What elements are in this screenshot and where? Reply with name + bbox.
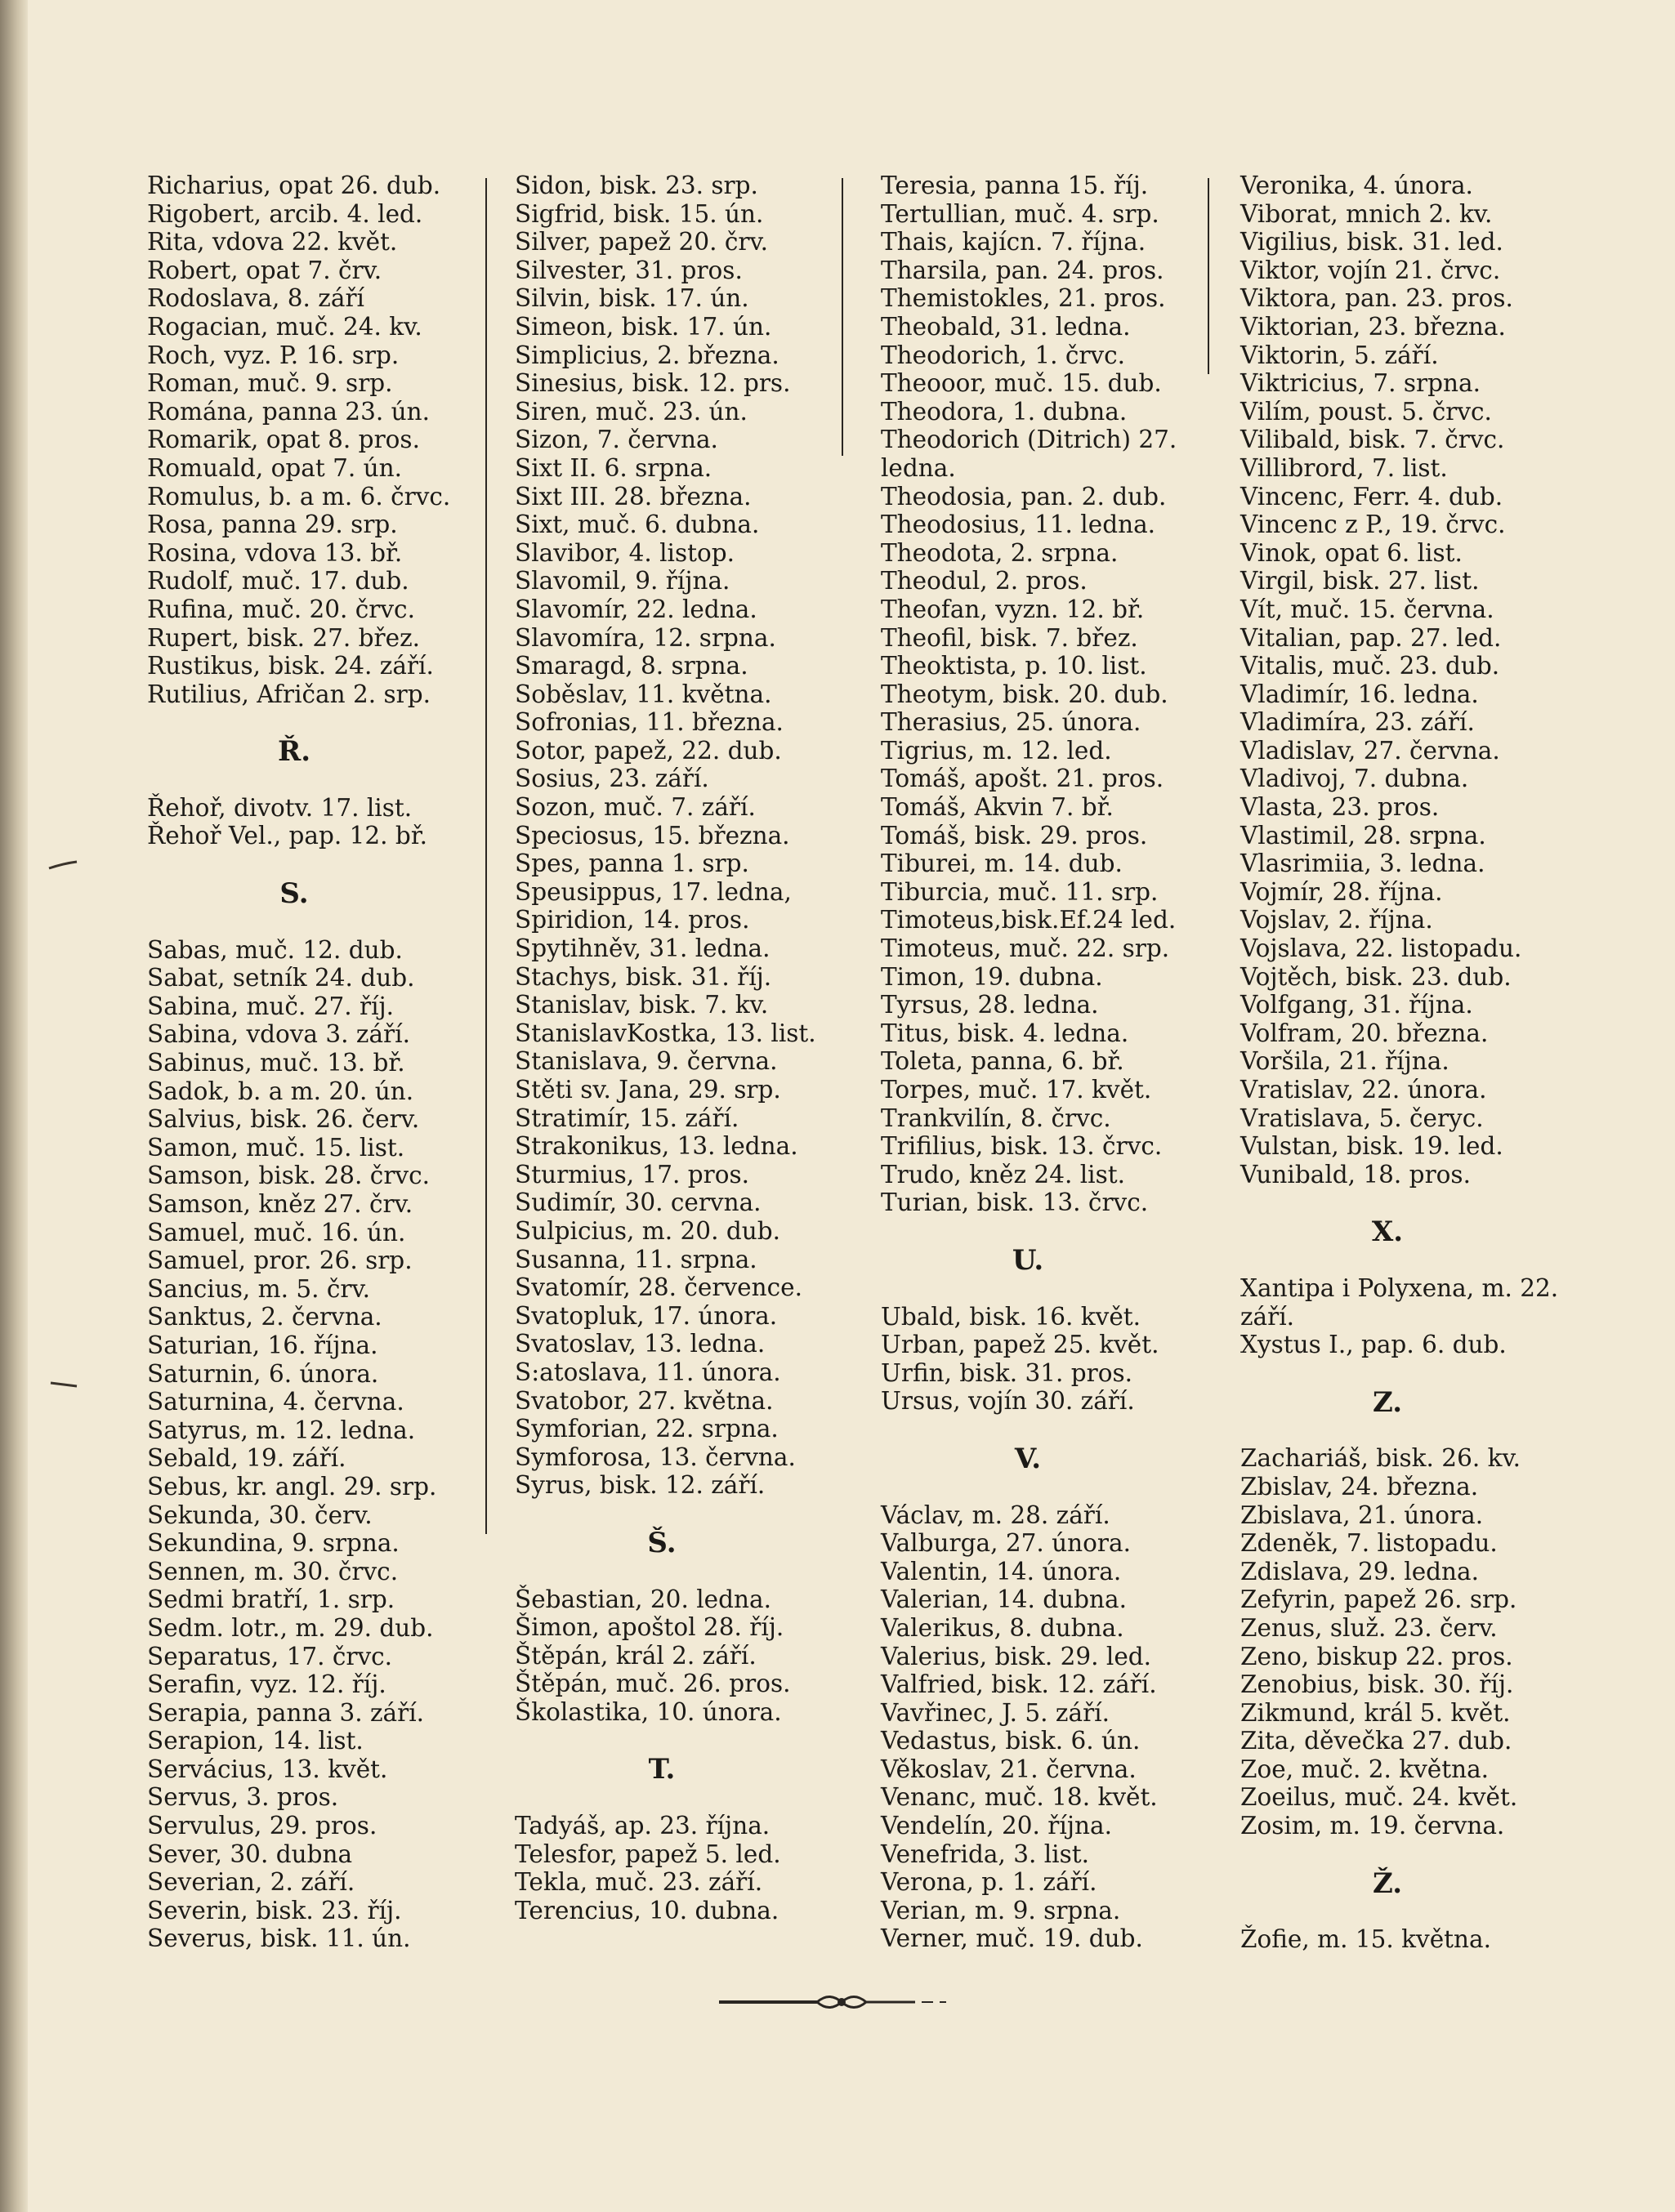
name-entry: Simplicius, 2. března. xyxy=(515,341,779,369)
name-entry: Severian, 2. září. xyxy=(147,1868,355,1897)
name-entry: Theodorich, 1. črvc. xyxy=(881,341,1126,369)
name-entry: Vilibald, bisk. 7. črvc. xyxy=(1240,426,1505,454)
name-entry: Zdeněk, 7. listopadu. xyxy=(1240,1529,1498,1558)
name-entry: Tomáš, Akvin 7. bř. xyxy=(881,793,1114,822)
name-entry: Tiburei, m. 14. dub. xyxy=(881,850,1123,878)
name-entry: Theotym, bisk. 20. dub. xyxy=(881,680,1168,708)
name-entry: Trifilius, bisk. 13. črvc. xyxy=(881,1132,1163,1161)
name-entry: Sabina, vdova 3. září. xyxy=(147,1020,410,1049)
section-heading: U. xyxy=(1012,1243,1044,1277)
name-entry: Stěti sv. Jana, 29. srp. xyxy=(515,1076,781,1104)
name-entry: Sixt II. 6. srpna. xyxy=(515,453,712,482)
name-entry: Sotor, papež, 22. dub. xyxy=(515,736,782,765)
name-entry: Zbislava, 21. února. xyxy=(1240,1501,1484,1529)
name-entry: Timoteus,bisk.Ef.24 led. xyxy=(881,906,1177,934)
section-heading: S. xyxy=(279,877,309,911)
name-entry: Vinok, opat 6. list. xyxy=(1240,538,1463,567)
name-entry: Tomáš, bisk. 29. pros. xyxy=(881,821,1148,850)
name-entry: Valfried, bisk. 12. září. xyxy=(881,1670,1157,1699)
name-entry: Viktricius, 7. srpna. xyxy=(1240,369,1481,398)
name-entry: Svatopluk, 17. února. xyxy=(515,1301,778,1330)
name-entry: Tyrsus, 28. ledna. xyxy=(881,991,1099,1019)
name-entry: Venefrida, 3. list. xyxy=(881,1840,1089,1868)
name-entry: Řehoř, divotv. 17. list. xyxy=(147,793,413,822)
name-entry: Vilím, poust. 5. črvc. xyxy=(1240,397,1492,426)
name-entry: Servulus, 29. pros. xyxy=(147,1812,377,1840)
name-entry: Sixt III. 28. března. xyxy=(515,482,752,511)
name-entry: Zeno, biskup 22. pros. xyxy=(1240,1642,1513,1670)
name-entry: Severin, bisk. 23. říj. xyxy=(147,1896,402,1924)
name-entry: Theodorich (Ditrich) 27. ledna. xyxy=(881,426,1177,482)
name-entry: Rodoslava, 8. září xyxy=(147,284,364,313)
name-entry: Štěpán, král 2. září. xyxy=(515,1641,757,1670)
name-entry: Vladislav, 27. června. xyxy=(1240,736,1500,765)
section-heading: T. xyxy=(648,1753,676,1786)
name-entry: Theodota, 2. srpna. xyxy=(881,538,1119,567)
name-entry: Stanislava, 9. června. xyxy=(515,1047,778,1076)
name-entry: Valerikus, 8. dubna. xyxy=(881,1613,1124,1642)
name-entry: Saturnin, 6. února. xyxy=(147,1359,379,1388)
name-entry: Roman, muč. 9. srp. xyxy=(147,369,393,398)
name-entry: Theofil, bisk. 7. břez. xyxy=(881,623,1138,652)
name-entry: Xystus I., pap. 6. dub. xyxy=(1240,1331,1507,1359)
name-entry: Vlastimil, 28. srpna. xyxy=(1240,821,1486,850)
name-entry: Separatus, 17. črvc. xyxy=(147,1642,393,1670)
name-entry: Viktorin, 5. září. xyxy=(1240,341,1439,369)
name-entry: Valentin, 14. února. xyxy=(881,1557,1122,1585)
name-entry: Rigobert, arcib. 4. led. xyxy=(147,199,423,228)
name-entry: Sulpicius, m. 20. dub. xyxy=(515,1216,780,1245)
name-entry: Urfin, bisk. 31. pros. xyxy=(881,1358,1133,1387)
name-entry: Zikmund, král 5. květ. xyxy=(1240,1698,1511,1727)
name-entry: Sofronias, 11. března. xyxy=(515,708,784,737)
end-ornament-icon xyxy=(719,1990,964,2014)
name-entry: Virgil, bisk. 27. list. xyxy=(1240,567,1480,595)
name-entry: Sekunda, 30. červ. xyxy=(147,1501,373,1529)
name-entry: Vladivoj, 7. dubna. xyxy=(1240,765,1469,793)
column-2 xyxy=(515,172,858,1924)
name-entry: Theodosius, 11. ledna. xyxy=(881,511,1156,539)
name-entry: Vratislava, 5. čeryc. xyxy=(1240,1104,1484,1132)
name-entry: Verian, m. 9. srpna. xyxy=(881,1896,1121,1924)
name-entry: Zdislava, 29. ledna. xyxy=(1240,1557,1480,1585)
name-entry: Samuel, pror. 26. srp. xyxy=(147,1246,413,1275)
name-entry: Vigilius, bisk. 31. led. xyxy=(1240,228,1503,256)
section-heading: Ž. xyxy=(1372,1866,1403,1900)
name-entry: Speusippus, 17. ledna, xyxy=(515,877,792,906)
name-entry: Samson, kněz 27. črv. xyxy=(147,1190,413,1218)
name-entry: Zosim, m. 19. června. xyxy=(1240,1812,1505,1840)
name-entry: Zenus, služ. 23. červ. xyxy=(1240,1613,1498,1642)
name-entry: Robert, opat 7. črv. xyxy=(147,256,382,284)
name-entry: Romarik, opat 8. pros. xyxy=(147,426,420,454)
name-entry: Tharsila, pan. 24. pros. xyxy=(881,256,1164,284)
name-entry: Vratislav, 22. února. xyxy=(1240,1076,1487,1104)
name-entry: Theobald, 31. ledna. xyxy=(881,312,1131,341)
name-entry: Vedastus, bisk. 6. ún. xyxy=(881,1727,1141,1755)
name-entry: Svatoslav, 13. ledna. xyxy=(515,1330,766,1358)
name-entry: Rosa, panna 29. srp. xyxy=(147,511,398,539)
section-heading: Ř. xyxy=(277,735,311,769)
name-entry: Vlasrimiia, 3. ledna. xyxy=(1240,850,1485,878)
name-entry: Sixt, muč. 6. dubna. xyxy=(515,511,760,539)
name-entry: Romána, panna 23. ún. xyxy=(147,397,430,426)
name-entry: Venanc, muč. 18. květ. xyxy=(881,1783,1158,1812)
name-entry: Servus, 3. pros. xyxy=(147,1783,339,1812)
name-entry: Vladimír, 16. ledna. xyxy=(1240,680,1479,708)
name-entry: Vendelín, 20. října. xyxy=(881,1812,1112,1840)
name-entry: Samuel, muč. 16. ún. xyxy=(147,1218,406,1246)
name-entry: Turian, bisk. 13. črvc. xyxy=(881,1189,1149,1217)
name-entry: Smaragd, 8. srpna. xyxy=(515,652,748,680)
name-entry: Telesfor, papež 5. led. xyxy=(515,1840,781,1868)
name-entry: Sabinus, muč. 13. bř. xyxy=(147,1049,405,1077)
name-entry: Theodosia, pan. 2. dub. xyxy=(881,482,1167,511)
name-entry: Samon, muč. 15. list. xyxy=(147,1133,405,1162)
name-entry: Sekundina, 9. srpna. xyxy=(147,1529,400,1558)
name-entry: Sozon, muč. 7. září. xyxy=(515,793,756,822)
name-entry: Svatomír, 28. července. xyxy=(515,1273,802,1302)
name-entry: Slavomír, 22. ledna. xyxy=(515,595,757,623)
name-entry: Stanislav, bisk. 7. kv. xyxy=(515,991,769,1019)
name-entry: Vojslava, 22. listopadu. xyxy=(1240,934,1522,963)
name-entry: Romuald, opat 7. ún. xyxy=(147,453,402,482)
name-entry: Sabat, setník 24. dub. xyxy=(147,964,415,992)
name-entry: Vojslav, 2. října. xyxy=(1240,906,1433,934)
name-entry: Theofan, vyzn. 12. bř. xyxy=(881,595,1145,623)
name-entry: Sedmi bratří, 1. srp. xyxy=(147,1585,395,1614)
name-entry: Valerius, bisk. 29. led. xyxy=(881,1642,1152,1670)
name-entry: Vladimíra, 23. září. xyxy=(1240,708,1475,737)
name-entry: Volfram, 20. března. xyxy=(1240,1019,1489,1047)
name-entry: Václav, m. 28. září. xyxy=(881,1501,1110,1529)
name-entry: Susanna, 11. srpna. xyxy=(515,1245,757,1273)
name-entry: S:atoslava, 11. února. xyxy=(515,1358,781,1386)
name-entry: Tadyáš, ap. 23. října. xyxy=(515,1812,770,1840)
name-entry: Šebastian, 20. ledna. xyxy=(515,1585,771,1613)
name-entry: Voršila, 21. října. xyxy=(1240,1047,1449,1076)
name-entry: Vít, muč. 15. června. xyxy=(1240,595,1494,623)
name-entry: Serapion, 14. list. xyxy=(147,1727,364,1755)
name-entry: Žofie, m. 15. května. xyxy=(1240,1925,1491,1954)
name-entry: Symforosa, 13. června. xyxy=(515,1443,796,1471)
name-entry: Vavřinec, J. 5. září. xyxy=(881,1698,1110,1727)
name-entry: Trankvilín, 8. črvc. xyxy=(881,1104,1111,1132)
name-entry: Verner, muč. 19. dub. xyxy=(881,1924,1143,1953)
name-entry: Sosius, 23. září. xyxy=(515,765,709,793)
name-entry: Tekla, muč. 23. září. xyxy=(515,1868,763,1897)
name-entry: Rupert, bisk. 27. břez. xyxy=(147,623,421,652)
name-entry: Satyrus, m. 12. ledna. xyxy=(147,1416,416,1444)
column-1 xyxy=(147,172,490,1953)
name-entry: Rutilius, Afričan 2. srp. xyxy=(147,680,431,708)
name-entry: Theoktista, p. 10. list. xyxy=(881,652,1147,680)
name-entry: Sancius, m. 5. črv. xyxy=(147,1274,371,1303)
name-entry: Stachys, bisk. 31. říj. xyxy=(515,962,772,991)
name-entry: Salvius, bisk. 26. červ. xyxy=(147,1105,420,1134)
name-entry: Saturnina, 4. června. xyxy=(147,1388,404,1416)
name-entry: Zbislav, 24. března. xyxy=(1240,1472,1479,1501)
name-entry: Sturmius, 17. pros. xyxy=(515,1160,750,1189)
name-entry: Villibrord, 7. list. xyxy=(1240,453,1448,482)
name-entry: Silvin, bisk. 17. ún. xyxy=(515,284,749,313)
name-entry: Theodul, 2. pros. xyxy=(881,567,1088,595)
name-entry: Thais, kajícn. 7. října. xyxy=(881,228,1146,256)
name-entry: Zefyrin, papež 26. srp. xyxy=(1240,1585,1517,1614)
section-heading: V. xyxy=(1014,1442,1042,1475)
name-entry: Spytihněv, 31. ledna. xyxy=(515,934,770,963)
name-entry: Sigfrid, bisk. 15. ún. xyxy=(515,199,764,228)
name-entry: Vitalian, pap. 27. led. xyxy=(1240,623,1502,652)
name-entry: Sennen, m. 30. črvc. xyxy=(147,1557,399,1585)
name-entry: Urban, papež 25. květ. xyxy=(881,1331,1159,1359)
name-entry: Vitalis, muč. 23. dub. xyxy=(1240,652,1500,680)
name-entry: Štěpán, muč. 26. pros. xyxy=(515,1670,791,1698)
name-entry: Siren, muč. 23. ún. xyxy=(515,397,748,426)
name-entry: Toleta, panna, 6. bř. xyxy=(881,1047,1124,1076)
name-entry: Viktorian, 23. března. xyxy=(1240,312,1506,341)
name-entry: Sever, 30. dubna xyxy=(147,1840,353,1868)
name-entry: Spes, panna 1. srp. xyxy=(515,850,749,878)
section-heading: Z. xyxy=(1372,1385,1403,1419)
name-entry: Rustikus, bisk. 24. září. xyxy=(147,652,434,680)
name-entry: Therasius, 25. února. xyxy=(881,708,1141,737)
name-entry: Sedm. lotr., m. 29. dub. xyxy=(147,1613,434,1642)
name-entry: Zita, děvečka 27. dub. xyxy=(1240,1727,1512,1755)
name-entry: Školastika, 10. února. xyxy=(515,1697,782,1726)
name-entry: Řehoř Vel., pap. 12. bř. xyxy=(147,822,428,850)
name-entry: Rosina, vdova 13. bř. xyxy=(147,538,403,567)
name-entry: Veronika, 4. února. xyxy=(1240,172,1473,199)
name-entry: Timoteus, muč. 22. srp. xyxy=(881,934,1170,963)
name-entry: Vincenc z P., 19. črvc. xyxy=(1240,511,1506,539)
name-entry: Spiridion, 14. pros. xyxy=(515,906,750,934)
name-entry: Strakonikus, 13. ledna. xyxy=(515,1132,798,1161)
name-entry: Slavomíra, 12. srpna. xyxy=(515,623,776,652)
name-entry: Sebus, kr. angl. 29. srp. xyxy=(147,1472,437,1501)
name-entry: Sebald, 19. září. xyxy=(147,1444,346,1473)
name-entry: Sizon, 7. června. xyxy=(515,426,718,454)
name-entry: Sabas, muč. 12. dub. xyxy=(147,935,403,964)
name-entry: Silver, papež 20. črv. xyxy=(515,228,769,256)
name-entry: Terencius, 10. dubna. xyxy=(515,1896,779,1924)
name-entry: Valburga, 27. února. xyxy=(881,1529,1131,1558)
name-entry: Theodora, 1. dubna. xyxy=(881,397,1128,426)
name-entry: Simeon, bisk. 17. ún. xyxy=(515,312,772,341)
name-entry: Sinesius, bisk. 12. prs. xyxy=(515,369,791,398)
name-entry: Tertullian, muč. 4. srp. xyxy=(881,199,1159,228)
name-entry: Viktor, vojín 21. črvc. xyxy=(1240,256,1501,284)
name-entry: Rogacian, muč. 24. kv. xyxy=(147,312,422,341)
name-entry: Trudo, kněz 24. list. xyxy=(881,1160,1125,1189)
name-entry: Ubald, bisk. 16. květ. xyxy=(881,1302,1141,1331)
name-entry: Sudimír, 30. cervna. xyxy=(515,1189,762,1217)
name-entry: Věkoslav, 21. června. xyxy=(881,1755,1137,1783)
name-entry: Volfgang, 31. října. xyxy=(1240,991,1473,1019)
name-entry: Rudolf, muč. 17. dub. xyxy=(147,567,409,595)
name-entry: Theooor, muč. 15. dub. xyxy=(881,369,1162,398)
name-entry: Viborat, mnich 2. kv. xyxy=(1240,199,1493,228)
name-entry: Syrus, bisk. 12. září. xyxy=(515,1471,766,1500)
section-heading: Š. xyxy=(647,1526,677,1559)
name-entry: Slavomil, 9. října. xyxy=(515,567,730,595)
name-entry: Silvester, 31. pros. xyxy=(515,256,743,284)
name-entry: Zoeilus, muč. 24. květ. xyxy=(1240,1783,1518,1812)
name-entry: Zachariáš, bisk. 26. kv. xyxy=(1240,1444,1521,1473)
name-entry: Sidon, bisk. 23. srp. xyxy=(515,172,758,199)
name-entry: Svatobor, 27. května. xyxy=(515,1386,774,1415)
name-entry: Torpes, muč. 17. květ. xyxy=(881,1076,1152,1104)
name-entry: Sadok, b. a m. 20. ún. xyxy=(147,1077,414,1105)
column-3 xyxy=(881,172,1224,1953)
name-entry: Tigrius, m. 12. led. xyxy=(881,736,1112,765)
name-entry: Vojtěch, bisk. 23. dub. xyxy=(1240,962,1512,991)
name-entry: Vlasta, 23. pros. xyxy=(1240,793,1440,822)
name-entry: Valerian, 14. dubna. xyxy=(881,1585,1127,1614)
name-entry: Vunibald, 18. pros. xyxy=(1240,1160,1471,1189)
name-entry: Ursus, vojín 30. září. xyxy=(881,1387,1135,1416)
name-entry: Romulus, b. a m. 6. črvc. xyxy=(147,482,451,511)
name-entry: Viktora, pan. 23. pros. xyxy=(1240,284,1513,313)
name-entry: Sabina, muč. 27. říj. xyxy=(147,992,395,1020)
name-entry: Titus, bisk. 4. ledna. xyxy=(881,1019,1129,1047)
name-entry: Severus, bisk. 11. ún. xyxy=(147,1924,411,1953)
name-entry: Vulstan, bisk. 19. led. xyxy=(1240,1132,1503,1161)
name-entry: Symforian, 22. srpna. xyxy=(515,1415,779,1443)
section-heading: X. xyxy=(1371,1215,1404,1249)
name-entry: Teresia, panna 15. říj. xyxy=(881,172,1149,199)
name-entry: StanislavKostka, 13. list. xyxy=(515,1019,816,1047)
name-entry: Serafin, vyz. 12. říj. xyxy=(147,1670,386,1699)
name-entry: Verona, p. 1. září. xyxy=(881,1868,1097,1897)
name-entry: Soběslav, 11. května. xyxy=(515,680,772,708)
name-entry: Roch, vyz. P. 16. srp. xyxy=(147,341,400,369)
name-entry: Stratimír, 15. září. xyxy=(515,1104,739,1132)
name-entry: Tiburcia, muč. 11. srp. xyxy=(881,877,1159,906)
name-entry: Tomáš, apošt. 21. pros. xyxy=(881,765,1164,793)
name-entry: Slavibor, 4. listop. xyxy=(515,538,735,567)
name-entry: Xantipa i Polyxena, m. 22. září. xyxy=(1240,1273,1559,1331)
name-entry: Timon, 19. dubna. xyxy=(881,962,1103,991)
name-entry: Rita, vdova 22. květ. xyxy=(147,228,398,256)
name-entry: Richarius, opat 26. dub. xyxy=(147,172,441,199)
name-entry: Themistokles, 21. pros. xyxy=(881,284,1166,313)
name-entry: Šimon, apoštol 28. říj. xyxy=(515,1613,784,1642)
name-entry: Rufina, muč. 20. črvc. xyxy=(147,595,415,623)
name-entry: Zenobius, bisk. 30. říj. xyxy=(1240,1670,1514,1699)
name-entry: Samson, bisk. 28. črvc. xyxy=(147,1162,430,1190)
name-entry: Vincenc, Ferr. 4. dub. xyxy=(1240,482,1503,511)
name-entry: Zoe, muč. 2. května. xyxy=(1240,1755,1490,1783)
column-4 xyxy=(1240,172,1583,1954)
name-entry: Speciosus, 15. března. xyxy=(515,821,790,850)
name-entry: Vojmír, 28. října. xyxy=(1240,877,1443,906)
name-entry: Sanktus, 2. června. xyxy=(147,1303,382,1331)
name-entry: Serapia, panna 3. září. xyxy=(147,1698,425,1727)
name-entry: Servácius, 13. květ. xyxy=(147,1755,388,1783)
name-entry: Saturian, 16. října. xyxy=(147,1331,378,1359)
